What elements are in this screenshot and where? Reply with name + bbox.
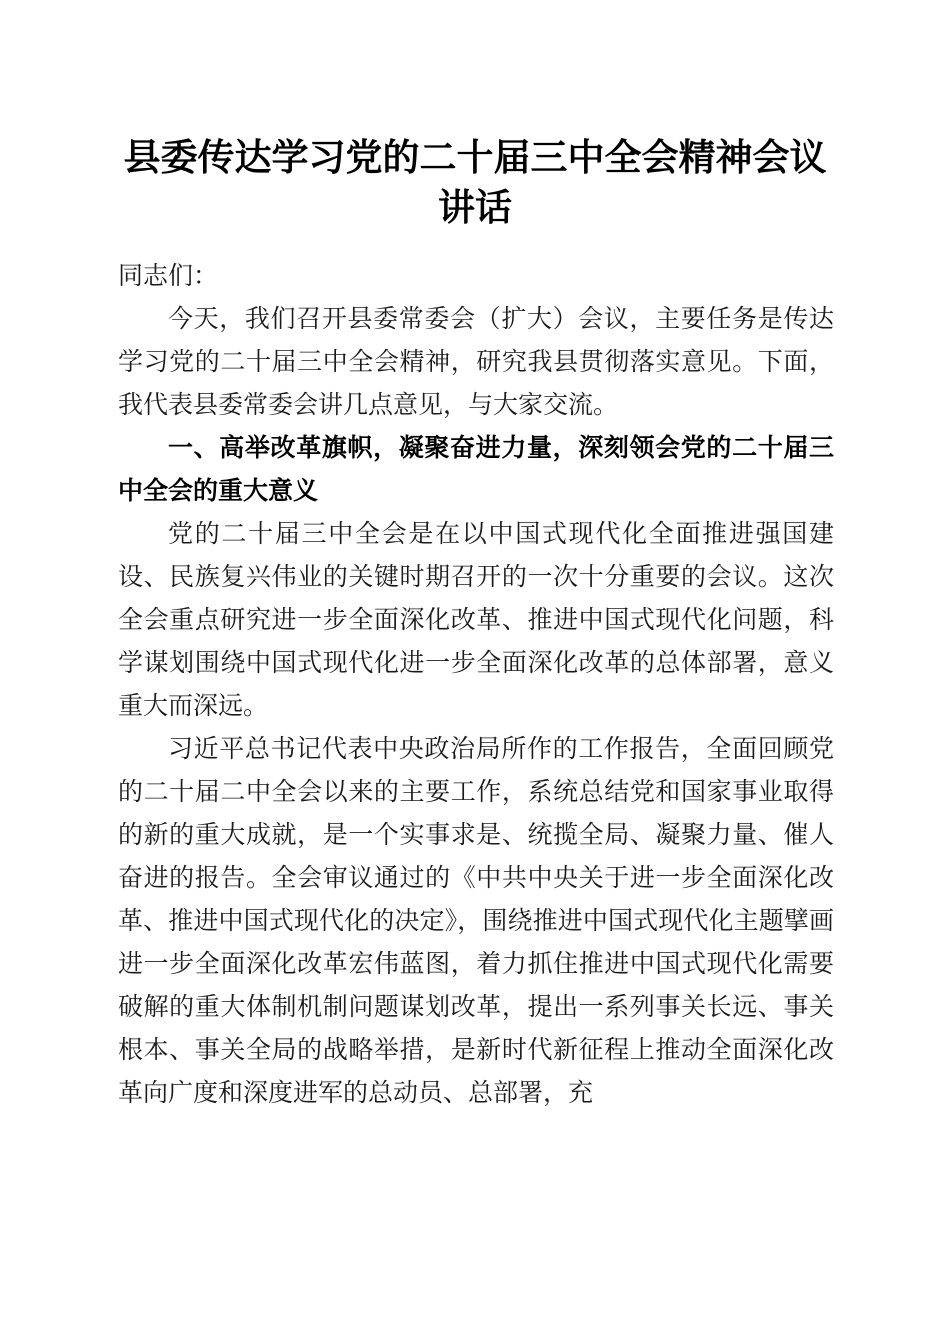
document-title: 县委传达学习党的二十届三中全会精神会议讲话	[123, 135, 827, 229]
paragraph-significance: 党的二十届三中全会是在以中国式现代化全面推进强国建设、民族复兴伟业的关键时期召开的一次十分重要的会议。这次全会重点研究进一步全面深化改革、推进中国式现代化问题，科学谋划围绕中国式现代化进一步全面深化改革的总体部署，意义重大而深远。	[118, 519, 834, 720]
salutation: 同志们：	[118, 261, 219, 290]
document-body	[118, 254, 834, 1114]
paragraph-report: 习近平总书记代表中央政治局所作的工作报告，全面回顾党的二十届二中全会以来的主要工作，系统总结党和国家事业取得的新的重大成就，是一个实事求是、统揽全局、凝聚力量、催人奋进的报告。全会审议通过的《中共中央关于进一步全面深化改革、推进中国式现代化的决定》，围绕推进中国式现代化主题擘画进一步全面深化改革宏伟蓝图，着力抓住推进中国式现代化需要破解的重大体制机制问题谋划改革，提出一系列事关长远、事关根本、事关全局的战略举措，是新时代新征程上推动全面深化改革向广度和深度进军的总动员、总部署，充	[118, 734, 834, 1107]
section-heading-1: 一、高举改革旗帜，凝聚奋进力量，深刻领会党的二十届三中全会的重大意义	[118, 433, 834, 505]
paragraph-intro: 今天，我们召开县委常委会（扩大）会议，主要任务是传达学习党的二十届三中全会精神，研究我县贯彻落实意见。下面，我代表县委常委会讲几点意见，与大家交流。	[118, 304, 834, 419]
